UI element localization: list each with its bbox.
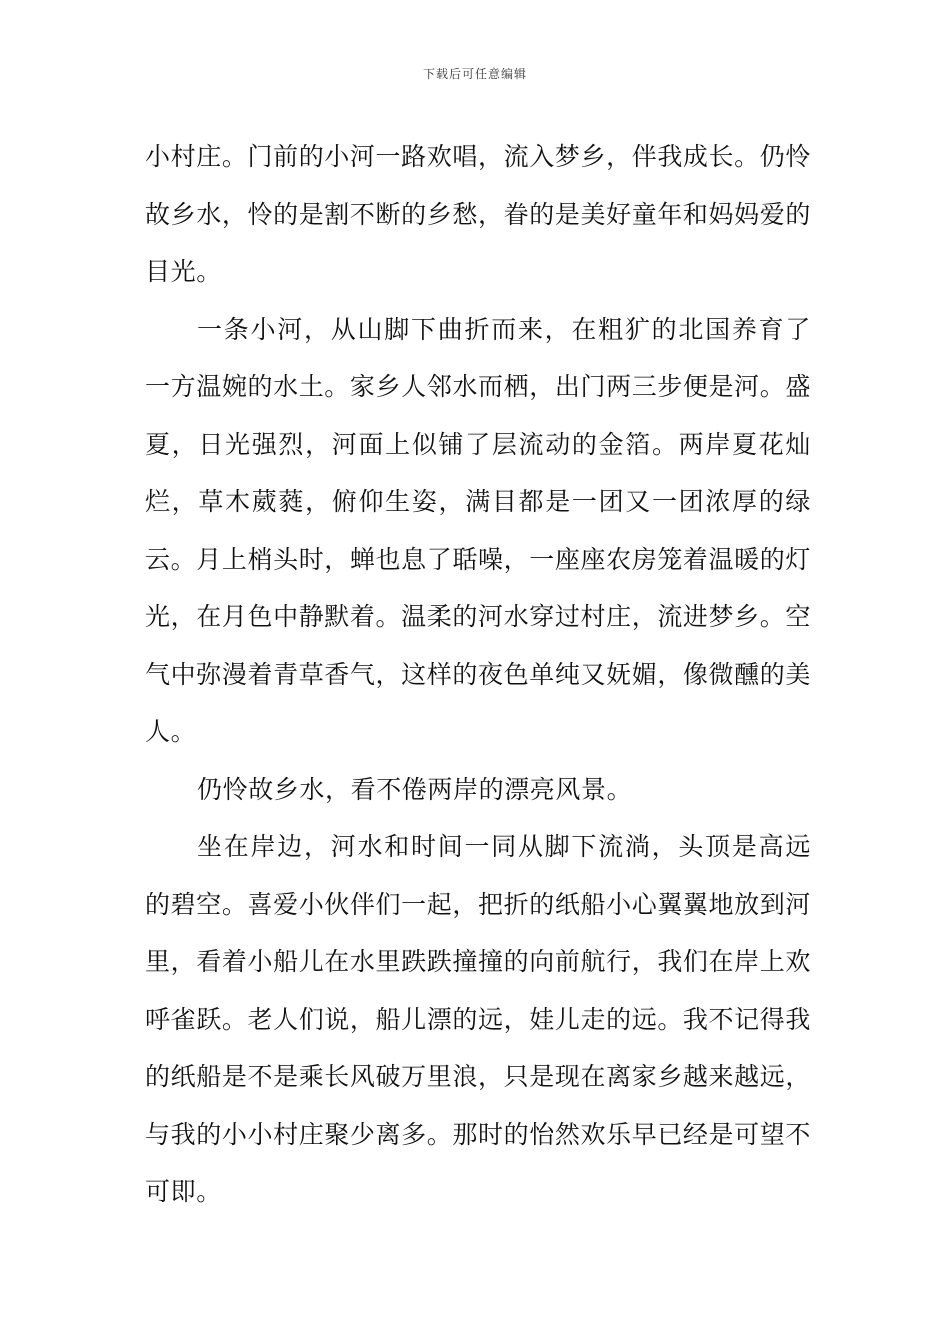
- paragraph-4: 坐在岸边，河水和时间一同从脚下流淌，头顶是高远的碧空。喜爱小伙伴们一起，把折的纸船小心翼翼地放到河里，看着小船儿在水里跌跌撞撞的向前航行，我们在岸上欢呼雀跃。老人们说，船儿漂的远，娃儿走的远。我不记得我的纸船是不是乘长风破万里浪，只是现在离家乡越来越远，与我的小小村庄聚少离多。那时的怡然欢乐早已经是可望不可即。: [145, 832, 811, 1206]
- paragraph-1: 小村庄。门前的小河一路欢唱，流入梦乡，伴我成长。仍怜故乡水，怜的是割不断的乡愁，眷的是美好童年和妈妈爱的目光。: [145, 142, 811, 286]
- document-body: [145, 128, 811, 1221]
- page-header: 下载后可任意编辑: [422, 67, 527, 81]
- paragraph-3: 仍怜故乡水，看不倦两岸的漂亮风景。: [197, 774, 633, 804]
- paragraph-2: 一条小河，从山脚下曲折而来，在粗犷的北国养育了一方温婉的水土。家乡人邻水而栖，出门两三步便是河。盛夏，日光强烈，河面上似铺了层流动的金箔。两岸夏花灿烂，草木葳蕤，俯仰生姿，满目都是一团又一团浓厚的绿云。月上梢头时，蝉也息了聒噪，一座座农房笼着温暖的灯光，在月色中静默着。温柔的河水穿过村庄，流进梦乡。空气中弥漫着青草香气，这样的夜色单纯又妩媚，像微醺的美人。: [145, 314, 811, 746]
